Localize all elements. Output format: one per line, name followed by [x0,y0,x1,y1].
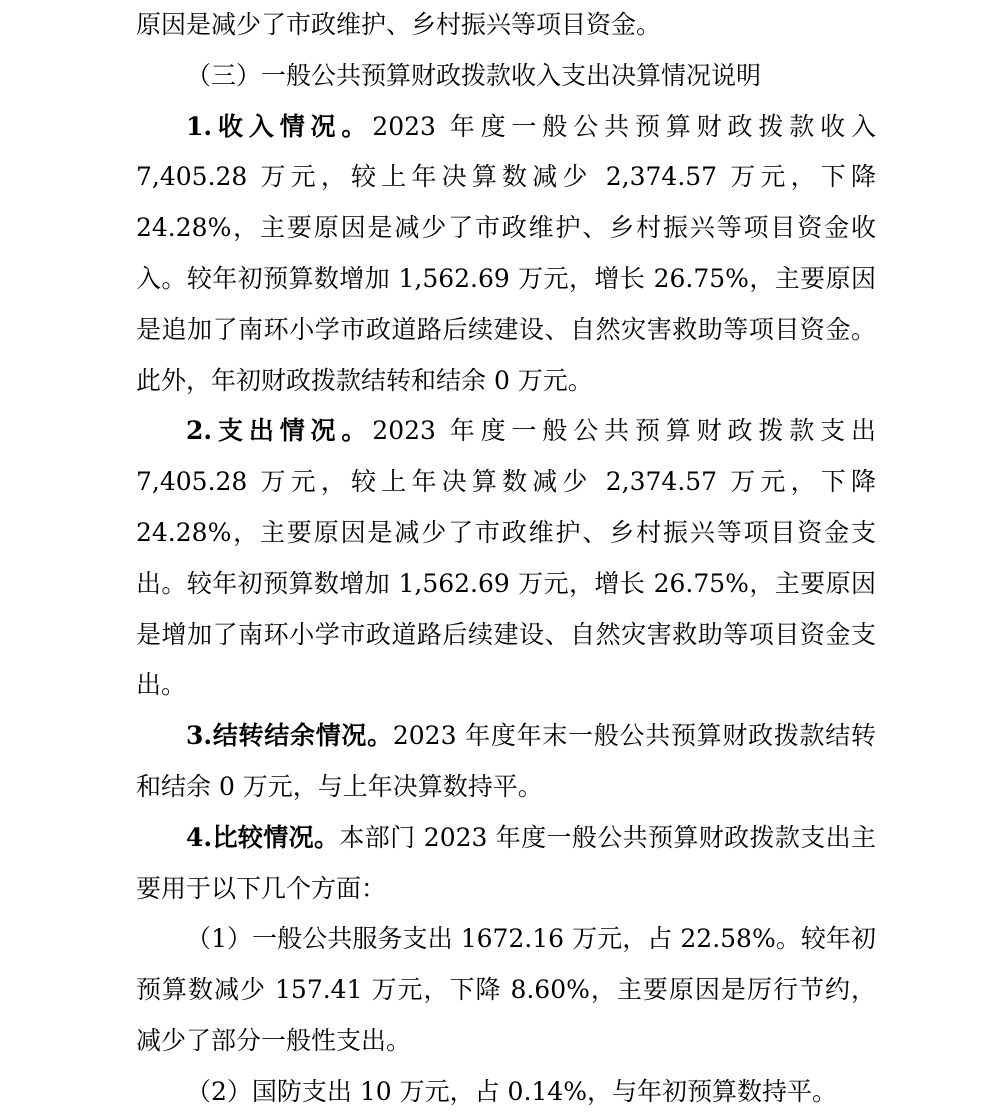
document-body [136,0,876,1118]
paragraph-comparison [136,813,876,915]
paragraph-carryover-text: 2023 年度年末一般公共预算财政拨款结转和结余 0 万元，与上年决算数持平。 [136,721,876,801]
paragraph-income-text: 2023 年度一般公共预算财政拨款收入 7,405.28 万元，较上年决算数减少 2,374.57 万元，下降 24.28%，主要原因是减少了市政维护、乡村振兴等项目资金收入。较年初预算数增加 1,562.69 万元，增长 26.75%，主要原因是追加了南环小学市政道路后续建设、自然灾害救助等项目资金。此外，年初财政拨款结转和结余 0 万元。 [136,111,876,395]
paragraph-expenditure-title: 2.支出情况。 [186,416,373,446]
paragraph-expenditure [136,406,876,711]
paragraph-comparison-text: 本部门 2023 年度一般公共预算财政拨款支出主要用于以下几个方面： [136,822,876,903]
paragraph-income [136,102,876,407]
paragraph-comparison-title: 4.比较情况。 [186,822,340,852]
paragraph-carryover-title: 3.结转结余情况。 [186,721,393,751]
paragraph-carryover [136,711,876,813]
paragraph-expenditure-text: 2023 年度一般公共预算财政拨款支出 7,405.28 万元，较上年决算数减少 2,374.57 万元，下降 24.28%，主要原因是减少了市政维护、乡村振兴等项目资金支出。较年初预算数增加 1,562.69 万元，增长 26.75%，主要原因是增加了南环小学市政道路后续建设、自然灾害救助等项目资金支出。 [136,416,876,700]
paragraph-item-1: （1）一般公共服务支出 1672.16 万元，占 22.58%。较年初预算数减少 157.41 万元，下降 8.60%，主要原因是厉行节约，减少了部分一般性支出。 [136,924,876,1055]
section-heading: （三）一般公共预算财政拨款收入支出决算情况说明 [186,60,762,90]
paragraph-item-2: （2）国防支出 10 万元，占 0.14%，与年初预算数持平。 [186,1076,837,1106]
paragraph-income-title: 1.收入情况。 [186,111,373,141]
paragraph-continuation: 原因是减少了市政维护、乡村振兴等项目资金。 [136,10,662,39]
